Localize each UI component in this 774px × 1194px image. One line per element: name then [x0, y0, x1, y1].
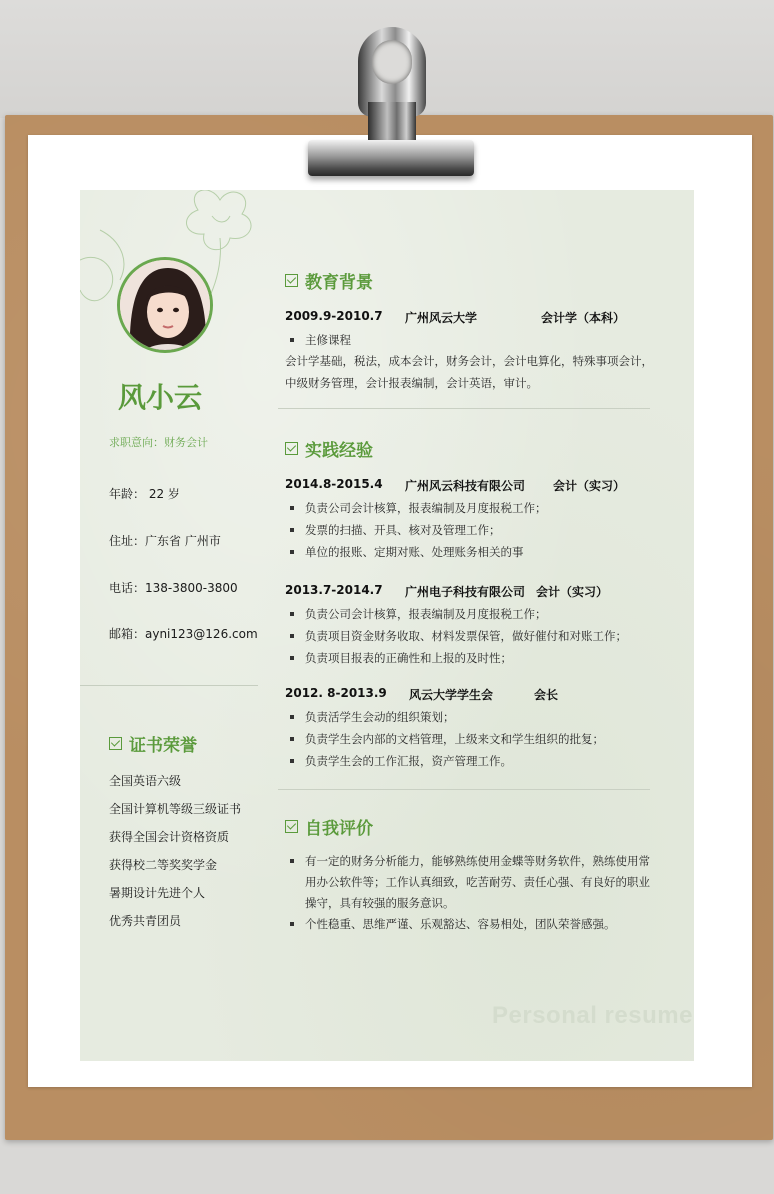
certificate-item: 全国英语六级 — [109, 774, 182, 788]
binder-clip-icon — [300, 22, 480, 182]
experience-role: 会计（实习） — [553, 479, 626, 493]
education-period: 2009.9-2010.7 — [285, 309, 383, 323]
experience-entry-header — [285, 477, 645, 493]
education-school: 广州风云大学 — [405, 311, 478, 325]
experience-org: 广州电子科技有限公司 — [405, 585, 526, 599]
resume-document — [80, 190, 694, 1061]
experience-period: 2014.8-2015.4 — [285, 477, 383, 491]
checkbox-icon — [285, 442, 298, 455]
certificates-heading — [109, 731, 197, 756]
section-divider — [278, 408, 650, 409]
experience-role: 会计（实习） — [536, 585, 609, 599]
left-divider — [80, 685, 258, 686]
experience-bullet: 负责学生会内部的文档管理，上级来文和学生组织的批复； — [305, 732, 604, 746]
self-eval-paragraph: 有一定的财务分析能力，能够熟练使用金蝶等财务软件，熟练使用常用办公软件等；工作认真细致，吃苦耐劳、责任心强、有良好的职业操守，具有较强的服务意识。 — [305, 851, 655, 914]
experience-period: 2013.7-2014.7 — [285, 583, 383, 597]
experience-org: 广州风云科技有限公司 — [405, 479, 526, 493]
watermark-text: Personal resume — [492, 1002, 693, 1029]
education-heading — [285, 268, 373, 293]
experience-bullet: 负责项目资金财务收取、材料发票保管，做好催付和对账工作； — [305, 629, 627, 643]
certificate-item: 暑期设计先进个人 — [109, 886, 206, 900]
experience-bullet: 负责公司会计核算，报表编制及月度报税工作； — [305, 607, 547, 621]
education-major: 会计学（本科） — [541, 311, 626, 325]
age-field: 年龄： 22 岁 — [109, 487, 180, 501]
education-title: 教育背景 — [305, 273, 373, 293]
certificate-item: 全国计算机等级三级证书 — [109, 802, 242, 816]
courses-line: 会计学基础，税法，成本会计，财务会计，会计电算化，特殊事项会计， — [285, 354, 653, 368]
avatar — [117, 257, 213, 353]
checkbox-icon — [285, 820, 298, 833]
email-field: 邮箱：ayni123@126.com — [109, 627, 258, 641]
self-eval-title: 自我评价 — [305, 819, 373, 839]
experience-bullet: 发票的扫描、开具、核对及管理工作； — [305, 523, 501, 537]
courses-line: 中级财务管理，会计报表编制，会计英语，审计。 — [285, 376, 538, 390]
experience-bullet: 单位的报账、定期对账、处理账务相关的事 — [305, 545, 524, 559]
job-intent: 求职意向：财务会计 — [109, 436, 208, 449]
experience-period: 2012. 8-2013.9 — [285, 686, 387, 700]
certificate-item: 获得校二等奖奖学金 — [109, 858, 218, 872]
address-field: 住址：广东省 广州市 — [109, 534, 221, 548]
course-label: 主修课程 — [305, 333, 351, 347]
experience-role: 会长 — [534, 688, 559, 702]
self-eval-paragraph: 个性稳重、思维严谨、乐观豁达、容易相处，团队荣誉感强。 — [305, 914, 655, 935]
checkbox-icon — [285, 274, 298, 287]
experience-entry-header — [285, 686, 645, 702]
experience-bullet: 负责活学生会动的组织策划； — [305, 710, 455, 724]
section-divider — [278, 789, 650, 790]
portrait-image — [120, 260, 213, 353]
experience-entry-header — [285, 583, 645, 599]
checkbox-icon — [109, 737, 122, 750]
experience-bullet: 负责公司会计核算，报表编制及月度报税工作； — [305, 501, 547, 515]
experience-bullet: 负责学生会的工作汇报，资产管理工作。 — [305, 754, 512, 768]
experience-heading — [285, 436, 373, 461]
person-name: 风小云 — [117, 381, 202, 414]
experience-org: 风云大学学生会 — [409, 688, 494, 702]
certificate-item: 优秀共青团员 — [109, 914, 182, 928]
certificates-title: 证书荣誉 — [129, 736, 197, 756]
education-entry-header — [285, 309, 645, 325]
experience-bullet: 负责项目报表的正确性和上报的及时性； — [305, 651, 512, 665]
certificate-item: 获得全国会计资格资质 — [109, 830, 230, 844]
phone-field: 电话：138-3800-3800 — [109, 581, 238, 595]
self-eval-heading — [285, 814, 373, 839]
experience-title: 实践经验 — [305, 441, 373, 461]
